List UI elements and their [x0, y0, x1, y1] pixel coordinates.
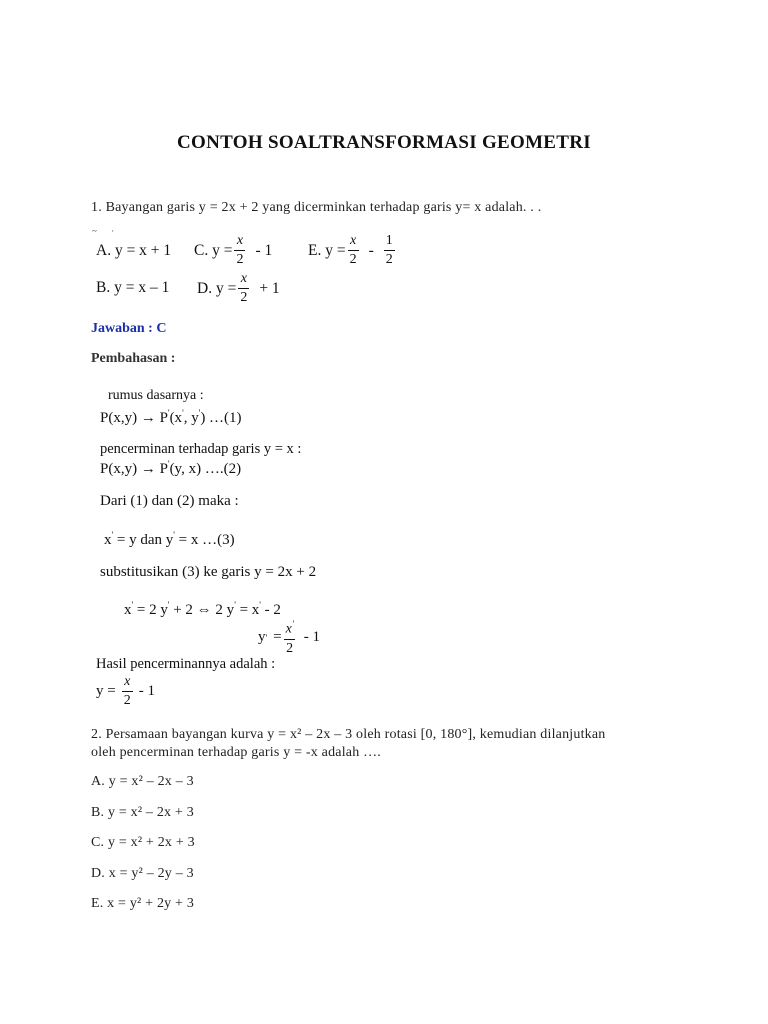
- mapping-end: ) …(1): [200, 410, 242, 426]
- equation-part: - 2: [264, 602, 281, 618]
- q1-option-b: B. y = x – 1: [96, 279, 170, 296]
- fraction-denominator: 2: [349, 252, 357, 267]
- solution-line-combine: Dari (1) dan (2) maka :: [100, 493, 239, 509]
- equation-part: = y dan y: [116, 532, 174, 548]
- q1-option-c: [194, 234, 272, 267]
- equation-part: = 2 y: [136, 602, 168, 618]
- page-title: CONTOH SOALTRANSFORMASI GEOMETRI: [177, 132, 591, 153]
- q1-option-c-prefix: C. y =: [194, 241, 233, 259]
- q2-option-d: D. x = y² – 2y – 3: [91, 866, 194, 881]
- q1-option-c-fraction: [234, 234, 245, 267]
- prime-mark: ': [234, 600, 236, 610]
- q1-option-e-fraction-1: [348, 234, 359, 267]
- fraction-numerator: x': [285, 619, 294, 637]
- final-suffix: - 1: [138, 683, 155, 699]
- equation-part: + 2 ⇔ 2 y: [173, 602, 235, 618]
- q2-option-e: E. x = y² + 2y + 3: [91, 896, 195, 911]
- prime-mark: ': [259, 600, 261, 610]
- equation-part: = x: [239, 602, 260, 618]
- prime-mark: ': [265, 632, 268, 643]
- solution-line-reflection: pencerminan terhadap garis y = x :: [100, 441, 302, 457]
- fraction-denominator: 2: [236, 252, 244, 267]
- prime-mark: ': [198, 408, 201, 418]
- fraction-denominator: 2: [240, 290, 248, 305]
- prime-mark: ': [167, 459, 170, 469]
- prime-mark: ': [182, 408, 184, 418]
- prime-mark: ': [173, 530, 175, 540]
- q1-option-d: [197, 272, 280, 305]
- question-1-text: 1. Bayangan garis y = 2x + 2 yang dicerminkan terhadap garis y= x adalah. . .: [91, 200, 542, 215]
- solution-line-equation: [124, 600, 281, 619]
- question-2-line-1: 2. Persamaan bayangan kurva y = x² – 2x – 3 oleh rotasi [0, 180°], kemudian dilanjutkan: [91, 727, 606, 742]
- q1-option-e: [308, 234, 397, 267]
- discussion-heading: Pembahasan :: [91, 351, 176, 366]
- fraction-denominator: 2: [286, 640, 294, 656]
- var-y: y: [258, 629, 266, 646]
- fraction-denominator: 2: [123, 693, 131, 708]
- mapping-mid: (x: [169, 410, 183, 426]
- equation-part: - 1: [303, 629, 320, 646]
- mapping-left: P(x,y) → P: [100, 410, 168, 426]
- solution-line-basic-formula: rumus dasarnya :: [108, 388, 204, 403]
- prime-mark: ': [111, 530, 114, 540]
- equals-sign: =: [273, 629, 282, 646]
- prime-mark: ': [167, 408, 170, 418]
- var-x: x: [104, 532, 112, 548]
- result-fraction: [284, 620, 296, 656]
- q1-option-c-suffix: - 1: [255, 241, 273, 259]
- mapping-mid-2: , y: [183, 410, 199, 426]
- q2-option-c: C. y = x² + 2x + 3: [91, 835, 195, 850]
- q1-option-d-fraction: [238, 272, 249, 305]
- prime-mark: ': [131, 600, 134, 610]
- fraction-numerator: x: [240, 271, 247, 286]
- solution-line-substitution-values: [104, 530, 235, 549]
- answer-label: Jawaban : C: [91, 321, 167, 336]
- solution-line-mapping-2: [100, 459, 241, 478]
- q1-option-e-minus: -: [368, 241, 374, 259]
- solution-line-result-heading: Hasil pencerminannya adalah :: [96, 656, 276, 672]
- question-2-line-2: oleh pencerminan terhadap garis y = -x adalah ….: [91, 745, 381, 760]
- q1-option-e-fraction-2: [384, 234, 395, 267]
- solution-line-substitute: substitusikan (3) ke garis y = 2x + 2: [100, 564, 317, 580]
- fraction-numerator: 1: [385, 233, 393, 248]
- final-fraction: [122, 675, 133, 708]
- solution-line-result-y: [258, 620, 320, 656]
- mapping-left: P(x,y) → P: [100, 461, 168, 477]
- solution-line-final: [96, 675, 155, 708]
- fraction-numerator: x: [124, 674, 131, 689]
- mapping-end: (y, x) ….(2): [169, 461, 242, 477]
- q1-option-d-suffix: + 1: [259, 279, 280, 297]
- var-x: x: [124, 602, 132, 618]
- solution-line-mapping-1: [100, 408, 242, 427]
- fraction-numerator: x: [236, 233, 244, 248]
- q2-option-b: B. y = x² – 2x + 3: [91, 805, 194, 820]
- prime-mark: ': [167, 600, 170, 610]
- scan-artifact: ~ ·: [92, 226, 121, 236]
- q1-option-e-prefix: E. y =: [308, 241, 346, 259]
- final-prefix: y =: [96, 683, 116, 699]
- q2-option-a: A. y = x² – 2x – 3: [91, 774, 194, 789]
- equation-part: = x …(3): [178, 532, 235, 548]
- fraction-numerator: x: [349, 233, 357, 248]
- q1-option-a: A. y = x + 1: [96, 242, 172, 259]
- fraction-denominator: 2: [385, 252, 393, 267]
- q1-option-d-prefix: D. y =: [197, 279, 237, 297]
